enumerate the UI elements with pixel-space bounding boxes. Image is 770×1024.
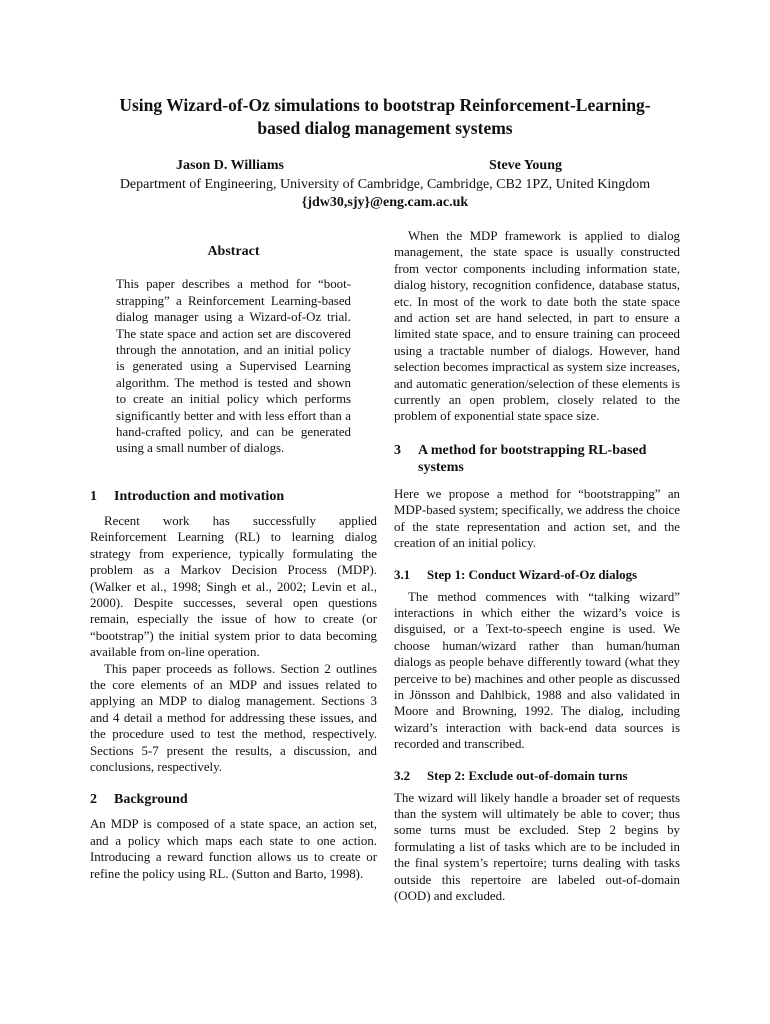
abstract-heading: Abstract — [207, 244, 260, 259]
section-1-paragraph-2: This paper proceeds as follows. Section 2 outlines the core elements of an MDP and issues related to applying an MDP to dialog management. Sections 3 and 4 detail a method for addressing these issues, and the procedure used to test the method, respectively. Sections 5-7 present the results, a discussion, and conclusions, respectively. — [90, 661, 377, 774]
section-1-heading — [90, 488, 377, 505]
section-3-paragraph-1: Here we propose a method for “bootstrapping” an MDP-based system; specifically, we address the choice of the state representation and action set, and the creation of an initial policy. — [394, 486, 680, 551]
section-3-2-number: 3.2 — [394, 768, 411, 783]
right-column — [394, 228, 680, 904]
author-email: {jdw30,sjy}@eng.cam.ac.uk — [301, 195, 469, 210]
section-3-2-paragraph-1: The wizard will likely handle a broader set of requests than the system will ultimately be able to cover; thus some turns must be excluded. Step 2 begins by formulating a list of tasks which are to be included in the final system’s repertoire; turns dealing with tasks outside this repertoire are labeled out-of-domain (OOD) and excluded. — [394, 790, 680, 903]
section-3-1-number: 3.1 — [394, 567, 411, 582]
affiliation: Department of Engineering, University of Cambridge, Cambridge, CB2 1PZ, United Kingdom — [119, 177, 651, 192]
section-3-number: 3 — [394, 442, 401, 458]
section-1-number: 1 — [90, 488, 97, 504]
title-line-2: based dialog management systems — [257, 118, 513, 138]
title-line-1: Using Wizard-of-Oz simulations to bootstrap Reinforcement-Learning- — [119, 95, 651, 115]
left-column — [90, 244, 377, 882]
section-3-1-title: Step 1: Conduct Wizard-of-Oz dialogs — [427, 567, 638, 582]
abstract-text: This paper describes a method for “boot-strapping” a Reinforcement Learning-based dialog manager using a Wizard-of-Oz trial. The state space and action set are discovered through the annotation, and an initial policy is generated using a Supervised Learning algorithm. The method is tested and shown to create an initial policy which performs significantly better and with less effort than a hand-crafted policy, and can be generated using a small number of dialogs. — [116, 277, 351, 456]
section-2-paragraph-1: An MDP is composed of a state space, an action set, and a policy which maps each state to one action. Introducing a reward function allows us to create or refine the policy using RL. (Sutton and Barto, 1998). — [90, 817, 377, 881]
section-3-title: A method for bootstrapping RL-based systems — [418, 442, 647, 475]
section-2-title: Background — [114, 792, 188, 808]
paper-title — [60, 94, 710, 140]
author-1: Jason D. Williams — [176, 158, 285, 173]
section-3-heading — [394, 442, 680, 476]
section-3-2-title: Step 2: Exclude out-of-domain turns — [427, 768, 628, 783]
section-1-title: Introduction and motivation — [114, 488, 285, 504]
section-1-paragraph-1: Recent work has successfully applied Reinforcement Learning (RL) to learning dialog strategy from experience, typically formulating the problem as a Markov Decision Process (MDP). (Walker et al., 1998; Singh et al., 2002; Levin et al., 2000). Despite successes, several open questions remain, especially the issue of how to create (or “bootstrap”) the initial system prior to data becoming available from on-line operation. — [90, 513, 377, 660]
author-2: Steve Young — [489, 158, 562, 173]
section-3-2-heading — [394, 768, 680, 784]
section-3-1-heading — [394, 567, 680, 583]
section-3-1-paragraph-1: The method commences with “talking wizard” interactions in which either the wizard’s voice is disguised, or a Text-to-speech engine is used. We choose human/wizard rather than human/human dialogs as people behave differently toward (what they perceive to be) machines and other people as discussed in Jönsson and Dahlbick, 1988 and also validated in Moore and Browning, 1992. The dialog, including wizard’s interaction with back-end data sources is recorded and transcribed. — [394, 589, 680, 752]
mdp-framework-paragraph: When the MDP framework is applied to dialog management, the state space is usually constructed from vector components including information state, dialog history, recognition confidence, database status, etc. In most of the work to date both the state space and action set are hand selected, in part to ensure a limited state space, and to ensure training can proceed using a tractable number of dialogs. However, hand selection becomes impractical as system size increases, and automatic generation/selection of these elements is currently an open problem, closely related to the problem of exponential state space size. — [394, 229, 680, 424]
section-2-heading — [90, 791, 377, 808]
section-2-number: 2 — [90, 792, 97, 808]
